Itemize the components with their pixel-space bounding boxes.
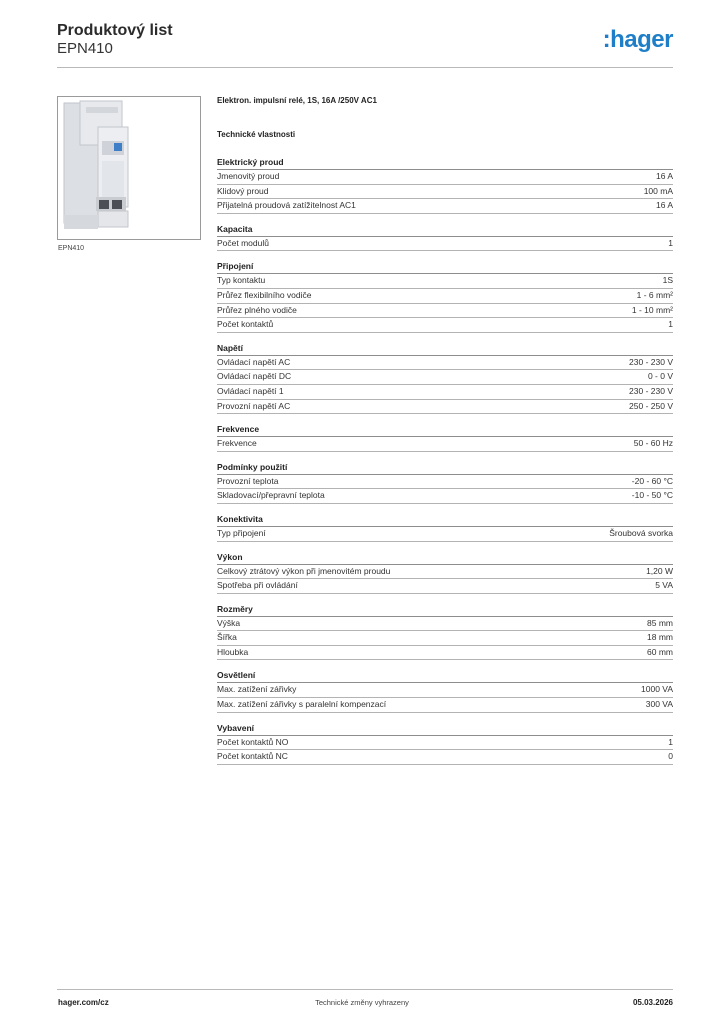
spec-label: Průřez plného vodiče [217, 304, 297, 315]
section-title: Vybavení [217, 722, 673, 736]
spec-section [217, 603, 673, 661]
spec-label: Klidový proud [217, 185, 269, 196]
spec-label: Počet modulů [217, 237, 269, 248]
spec-section [217, 156, 673, 214]
spec-row [217, 617, 673, 632]
spec-value: 250 - 250 V [629, 400, 673, 411]
spec-label: Max. zatížení zářivky s paralelní kompenzací [217, 699, 387, 710]
spec-value: Šroubová svorka [609, 527, 673, 538]
spec-value: 85 mm [647, 617, 673, 628]
spec-label: Přijatelná proudová zatížitelnost AC1 [217, 200, 356, 211]
document-title: Produktový list [57, 22, 173, 39]
spec-row [217, 750, 673, 765]
footer-website: hager.com/cz [58, 998, 109, 1007]
footer-divider [57, 989, 673, 990]
spec-label: Provozní napětí AC [217, 400, 291, 411]
spec-row [217, 475, 673, 490]
spec-value: 1,20 W [646, 565, 673, 576]
spec-label: Počet kontaktů NC [217, 751, 288, 762]
spec-value: 1 [668, 237, 673, 248]
spec-sections [217, 156, 673, 765]
spec-row [217, 370, 673, 385]
section-title: Napětí [217, 342, 673, 356]
header-divider [57, 67, 673, 68]
spec-value: 0 - 0 V [647, 371, 673, 382]
spec-row [217, 646, 673, 661]
product-name: Elektron. impulsní relé, 1S, 16A /250V AC1 [217, 96, 377, 105]
spec-label: Ovládací napětí DC [217, 371, 292, 382]
spec-value: 0 [668, 751, 673, 762]
spec-row [217, 736, 673, 751]
section-title: Kapacita [217, 223, 673, 237]
spec-label: Typ připojení [217, 527, 266, 538]
spec-section [217, 223, 673, 252]
spec-section [217, 551, 673, 594]
spec-row [217, 274, 673, 289]
spec-value: 16 A [655, 200, 673, 211]
spec-value: 50 - 60 Hz [633, 438, 673, 449]
spec-label: Počet kontaktů [217, 319, 274, 330]
spec-section [217, 260, 673, 332]
section-title: Výkon [217, 551, 673, 565]
spec-value: 1 - 10 mm² [631, 304, 673, 315]
spec-section [217, 669, 673, 712]
hager-logo: :hager [602, 26, 673, 53]
spec-section [217, 342, 673, 414]
spec-row [217, 683, 673, 698]
specifications-panel [217, 96, 673, 765]
spec-value: 1 - 6 mm² [636, 289, 673, 300]
spec-value: 5 VA [655, 580, 673, 591]
spec-label: Celkový ztrátový výkon při jmenovitém proudu [217, 565, 391, 576]
spec-label: Provozní teplota [217, 475, 279, 486]
spec-value: -20 - 60 °C [631, 475, 673, 486]
spec-value: 1S [662, 275, 673, 286]
product-image-caption: EPN410 [58, 245, 85, 252]
spec-label: Spotřeba při ovládání [217, 580, 298, 591]
product-image [57, 96, 201, 240]
spec-row [217, 304, 673, 319]
spec-label: Jmenovitý proud [217, 171, 280, 181]
spec-label: Šířka [217, 632, 237, 643]
section-title: Připojení [217, 260, 673, 274]
spec-row [217, 356, 673, 371]
spec-row [217, 527, 673, 542]
technical-properties-heading: Technické vlastnosti [217, 130, 296, 139]
spec-label: Výška [217, 617, 241, 628]
spec-label: Průřez flexibilního vodiče [217, 289, 312, 300]
spec-row [217, 698, 673, 713]
spec-label: Ovládací napětí AC [217, 356, 291, 367]
product-code: EPN410 [57, 40, 113, 57]
spec-section [217, 722, 673, 765]
section-title: Rozměry [217, 603, 673, 617]
spec-row [217, 565, 673, 580]
section-title: Elektrický proud [217, 156, 673, 170]
spec-row [217, 185, 673, 200]
spec-row [217, 579, 673, 594]
spec-label: Hloubka [217, 646, 249, 657]
spec-label: Počet kontaktů NO [217, 736, 289, 747]
section-title: Frekvence [217, 423, 673, 437]
spec-row [217, 385, 673, 400]
footer-disclaimer: Technické změny vyhrazeny [315, 998, 409, 1007]
spec-value: 1 [668, 736, 673, 747]
spec-value: 1000 VA [641, 684, 673, 695]
footer-date: 05.03.2026 [632, 998, 673, 1007]
spec-value: 60 mm [647, 646, 673, 657]
spec-value: 18 mm [647, 632, 673, 643]
spec-row [217, 400, 673, 415]
spec-value: 1 [668, 319, 673, 330]
relay-module-illustration [58, 97, 200, 239]
spec-value: 230 - 230 V [629, 356, 673, 367]
spec-label: Typ kontaktu [217, 275, 266, 286]
spec-row [217, 170, 673, 185]
spec-value: 230 - 230 V [629, 385, 673, 396]
spec-row [217, 318, 673, 333]
section-title: Podmínky použití [217, 461, 673, 475]
spec-value: 16 A [655, 171, 673, 181]
spec-value: 300 VA [645, 699, 673, 710]
page-header [57, 20, 673, 68]
spec-value: 100 mA [643, 185, 673, 196]
section-title: Konektivita [217, 513, 673, 527]
section-title: Osvětlení [217, 669, 673, 683]
spec-value: -10 - 50 °C [631, 490, 673, 501]
spec-label: Max. zatížení zářivky [217, 684, 297, 695]
spec-row [217, 289, 673, 304]
spec-label: Ovládací napětí 1 [217, 385, 284, 396]
spec-section [217, 461, 673, 504]
spec-section [217, 513, 673, 542]
spec-row [217, 199, 673, 214]
spec-label: Frekvence [217, 438, 257, 449]
spec-section [217, 423, 673, 452]
spec-label: Skladovací/přepravní teplota [217, 490, 325, 501]
spec-row [217, 489, 673, 504]
spec-row [217, 437, 673, 452]
spec-row [217, 237, 673, 252]
spec-row [217, 631, 673, 646]
